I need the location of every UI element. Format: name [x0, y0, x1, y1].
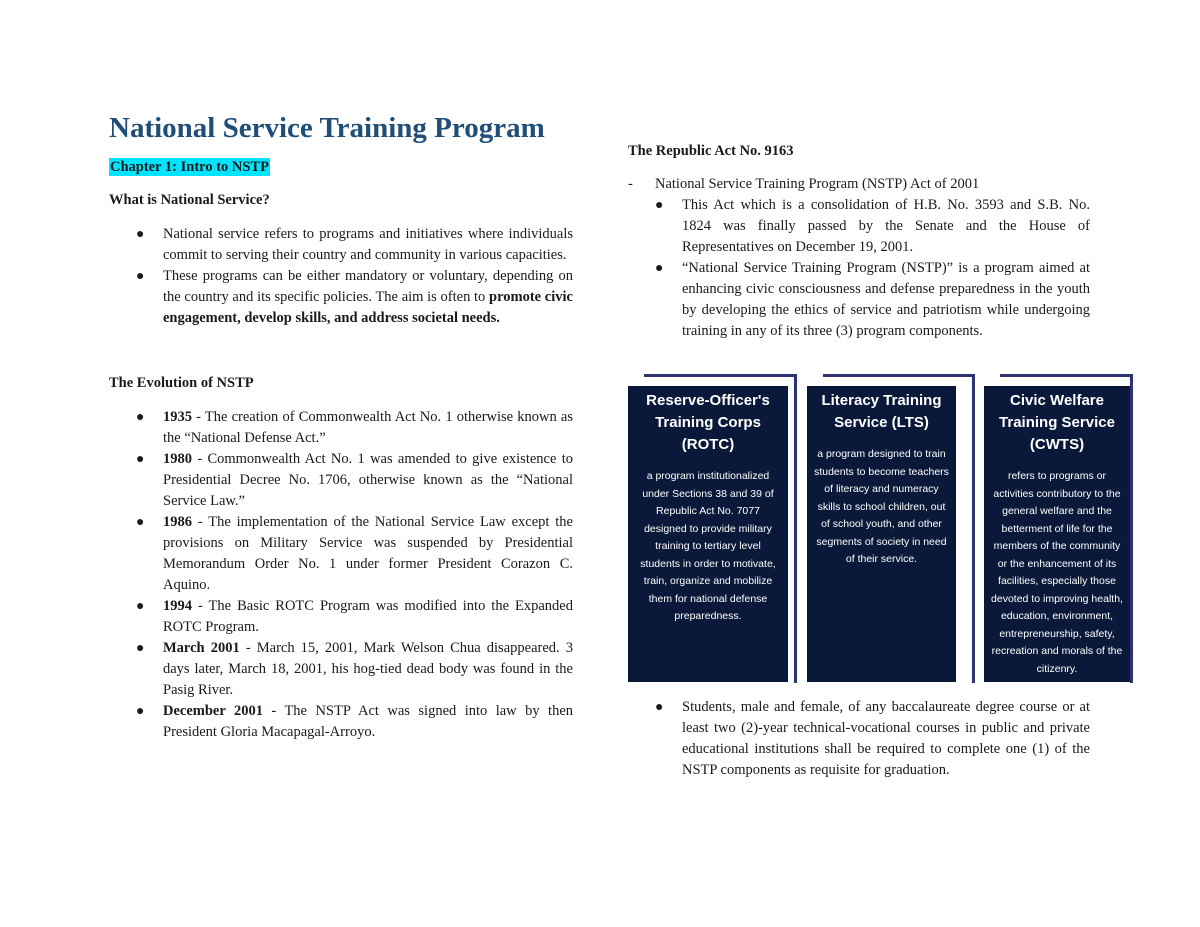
rotc-card — [628, 386, 788, 682]
cwts-card — [984, 386, 1130, 682]
list-item: ● March 2001 - March 15, 2001, Mark Welson Chua disappeared. 3 days later, March 18, 2001, his hog-tied dead body was found in the Pasig River. — [136, 640, 573, 698]
bullet-icon: ● — [136, 599, 145, 614]
list-item: ● Students, male and female, of any baccalaureate degree course or at least two (2)-year technical-vocational courses in public and private educational institutions shall be required to complete one (1) of the NSTP components as requisite for graduation. — [655, 699, 1090, 778]
list-item: ● December 2001 - The NSTP Act was signed into law by then President Gloria Macapagal-Arroyo. — [136, 703, 574, 740]
list-item: ● 1980 - Commonwealth Act No. 1 was amended to give existence to Presidential Decree No. 1706, otherwise known as the “National Service Law.” — [136, 451, 573, 509]
rotc-description: a program institutionalized under Sections 38 and 39 of Republic Act No. 7077 designed to provide military training to tertiary level students in order to motivate, train, organize and mobilize them for national defense preparedness. — [640, 470, 776, 622]
list-item: ● These programs can be either mandatory or voluntary, depending on the country and its specific policies. The aim is often to promote civic engagement, develop skills, and address societal needs. — [136, 268, 573, 326]
dash-marker: - — [628, 176, 633, 192]
what-list — [109, 224, 573, 329]
bullet-icon: ● — [136, 515, 145, 530]
bullet-icon: ● — [655, 700, 664, 715]
bullet-icon: ● — [136, 452, 145, 467]
rotc-title: Reserve-Officer's Training Corps (ROTC) — [646, 392, 770, 453]
lts-title: Literacy Training Service (LTS) — [821, 392, 942, 431]
bullet-icon: ● — [136, 227, 145, 242]
bullet-icon: ● — [655, 261, 664, 276]
chapter-heading: Chapter 1: Intro to NSTP — [110, 159, 269, 175]
bullet-icon: ● — [655, 198, 664, 213]
bullet-icon: ● — [136, 410, 145, 425]
lts-card — [807, 386, 956, 682]
act-details-list — [628, 195, 1090, 342]
act-line: - National Service Training Program (NSTP) Act of 2001 — [628, 174, 1130, 195]
list-item: ● 1935 - The creation of Commonwealth Act No. 1 otherwise known as the “National Defense Act.” — [136, 409, 573, 446]
list-item: ● “National Service Training Program (NSTP)” is a program aimed at enhancing civic consciousness and defense preparedness in the youth by developing the ethics of service and patriotism while undergoing training in any of its three (3) program components. — [655, 260, 1090, 339]
list-item: ● 1994 - The Basic ROTC Program was modified into the Expanded ROTC Program. — [136, 598, 573, 635]
list-item: ● 1986 - The implementation of the National Service Law except the provisions on Military Service was suspended by Presidential Memorandum Order No. 1 under former President Corazon C. Aquino. — [136, 514, 573, 593]
nstp-components — [628, 374, 1130, 682]
right-column — [628, 140, 1130, 342]
evolution-heading: The Evolution of NSTP — [109, 375, 254, 391]
left-column — [109, 108, 573, 743]
page-title: National Service Training Program — [109, 112, 545, 144]
list-item: ● National service refers to programs and initiatives where individuals commit to serving their country and community in various capacities. — [136, 226, 573, 263]
lts-description: a program designed to train students to become teachers of literacy and numeracy skills to school children, out of school youth, and other segments of society in need of their service. — [814, 448, 949, 565]
republic-act-heading: The Republic Act No. 9163 — [628, 143, 794, 159]
evolution-list — [109, 407, 573, 743]
bullet-icon: ● — [136, 641, 145, 656]
list-item: ● This Act which is a consolidation of H.B. No. 3593 and S.B. No. 1824 was finally passed by the Senate and the House of Representatives on December 19, 2001. — [655, 197, 1090, 255]
requirement-list — [628, 697, 1090, 781]
what-heading: What is National Service? — [109, 192, 270, 208]
requirement-section — [628, 697, 1090, 781]
cwts-description: refers to programs or activities contributory to the general welfare and the betterment of life for the members of the community or the enhancement of its facilities, especially those devoted to improving health, education, environment, entrepreneurship, safety, recreation and morals of the citizenry. — [991, 470, 1123, 675]
bullet-icon: ● — [136, 269, 145, 284]
cwts-title: Civic Welfare Training Service (CWTS) — [999, 392, 1115, 453]
bullet-icon: ● — [136, 704, 145, 719]
